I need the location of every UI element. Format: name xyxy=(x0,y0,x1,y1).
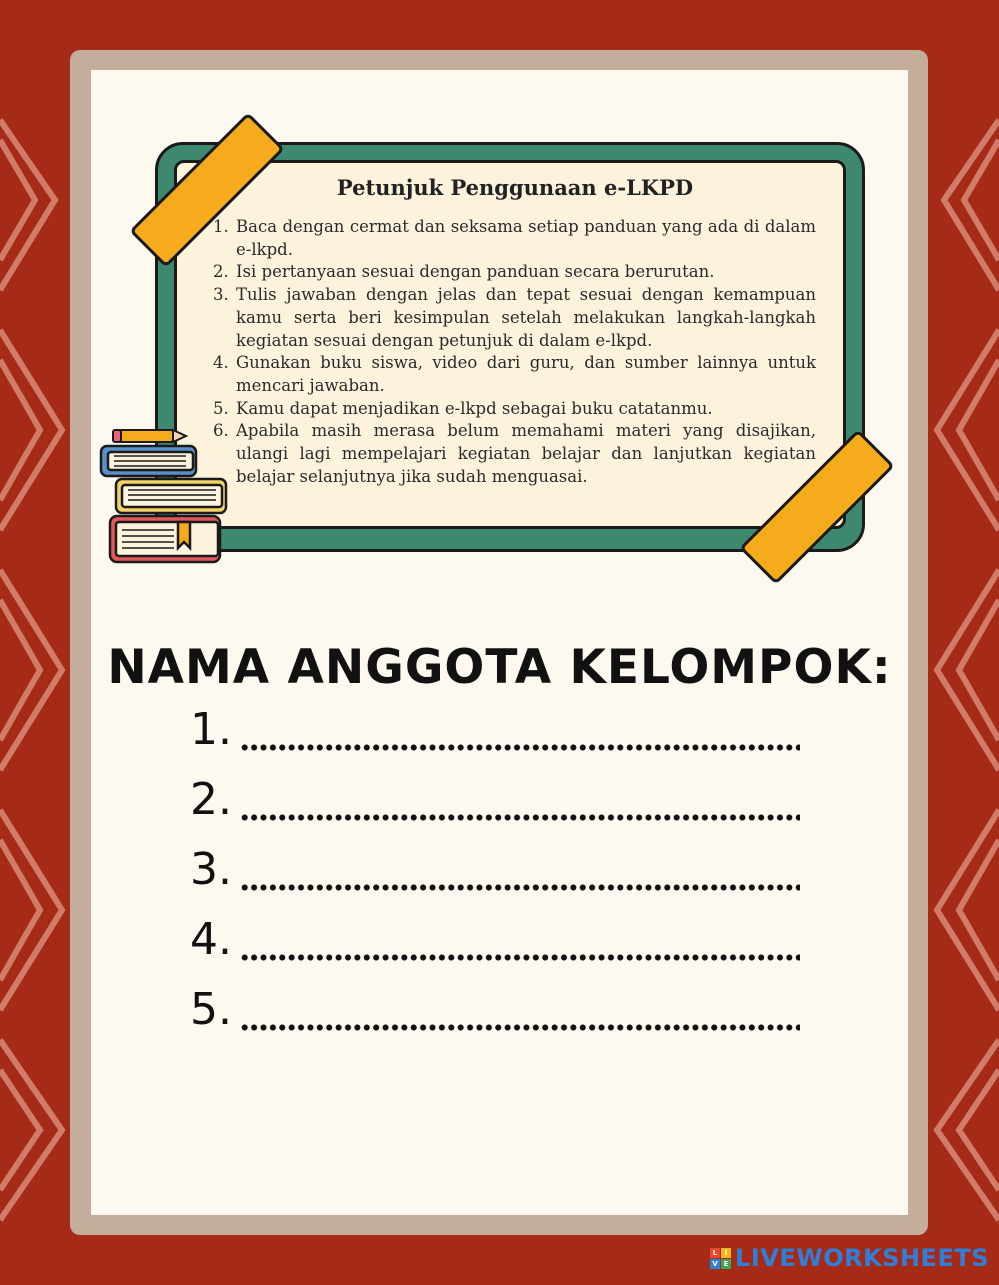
mark-letter: L xyxy=(710,1248,720,1258)
instruction-number: 6. xyxy=(213,421,229,441)
member-number: 5. xyxy=(190,984,232,1035)
dotted-answer-line[interactable] xyxy=(240,954,800,961)
instruction-item xyxy=(213,420,816,488)
instruction-number: 2. xyxy=(213,262,229,282)
mark-letter: I xyxy=(721,1248,731,1258)
instruction-text: Gunakan buku siswa, video dari guru, dan sumber lainnya untuk mencari jawaban. xyxy=(236,353,816,395)
instruction-number: 1. xyxy=(213,217,229,236)
member-entry-row[interactable] xyxy=(180,700,820,770)
dotted-answer-line[interactable] xyxy=(240,884,800,891)
instruction-text: Apabila masih merasa belum memahami materi yang disajikan, ulangi lagi mempelajari kegiatan belajar dan lanjutkan kegiatan belajar selanjutnya jika sudah menguasai. xyxy=(236,421,816,486)
mark-letter: V xyxy=(710,1259,720,1269)
instruction-number: 4. xyxy=(213,353,229,373)
member-entry-row[interactable] xyxy=(180,980,820,1050)
instruction-text: Baca dengan cermat dan seksama setiap panduan yang ada di dalam e-lkpd. xyxy=(236,217,816,259)
instruction-number: 3. xyxy=(213,285,229,305)
member-number: 2. xyxy=(190,774,232,825)
member-entry-row[interactable] xyxy=(180,910,820,980)
dotted-answer-line[interactable] xyxy=(240,1024,800,1031)
mark-letter: E xyxy=(721,1259,731,1269)
instruction-text: Isi pertanyaan sesuai dengan panduan secara berurutan. xyxy=(236,262,715,282)
instruction-item xyxy=(213,261,816,284)
member-number: 3. xyxy=(190,844,232,895)
group-member-list xyxy=(180,700,820,1050)
member-number: 4. xyxy=(190,914,232,965)
dotted-answer-line[interactable] xyxy=(240,814,800,821)
instructions-title: Petunjuk Penggunaan e-LKPD xyxy=(336,175,694,200)
liveworksheets-logo[interactable] xyxy=(710,1244,989,1272)
instruction-item xyxy=(213,216,816,261)
instruction-item xyxy=(213,284,816,352)
instruction-text: Tulis jawaban dengan jelas dan tepat sesuai dengan kemampuan kamu serta beri kesimpulan setelah melakukan langkah-langkah kegiatan sesuai dengan petunjuk di dalam e-lkpd. xyxy=(236,285,816,350)
instructions-list xyxy=(213,216,816,488)
instruction-number: 5. xyxy=(213,398,229,418)
member-entry-row[interactable] xyxy=(180,770,820,840)
dotted-answer-line[interactable] xyxy=(240,744,800,751)
liveworksheets-wordmark: LIVEWORKSHEETS xyxy=(735,1244,989,1272)
group-members-title: NAMA ANGGOTA KELOMPOK: xyxy=(107,640,892,695)
liveworksheets-mark-icon xyxy=(710,1248,731,1269)
instruction-item xyxy=(213,398,816,421)
instruction-text: Kamu dapat menjadikan e-lkpd sebagai buku catatanmu. xyxy=(236,398,713,418)
instruction-item xyxy=(213,352,816,397)
member-number: 1. xyxy=(190,704,232,755)
member-entry-row[interactable] xyxy=(180,840,820,910)
